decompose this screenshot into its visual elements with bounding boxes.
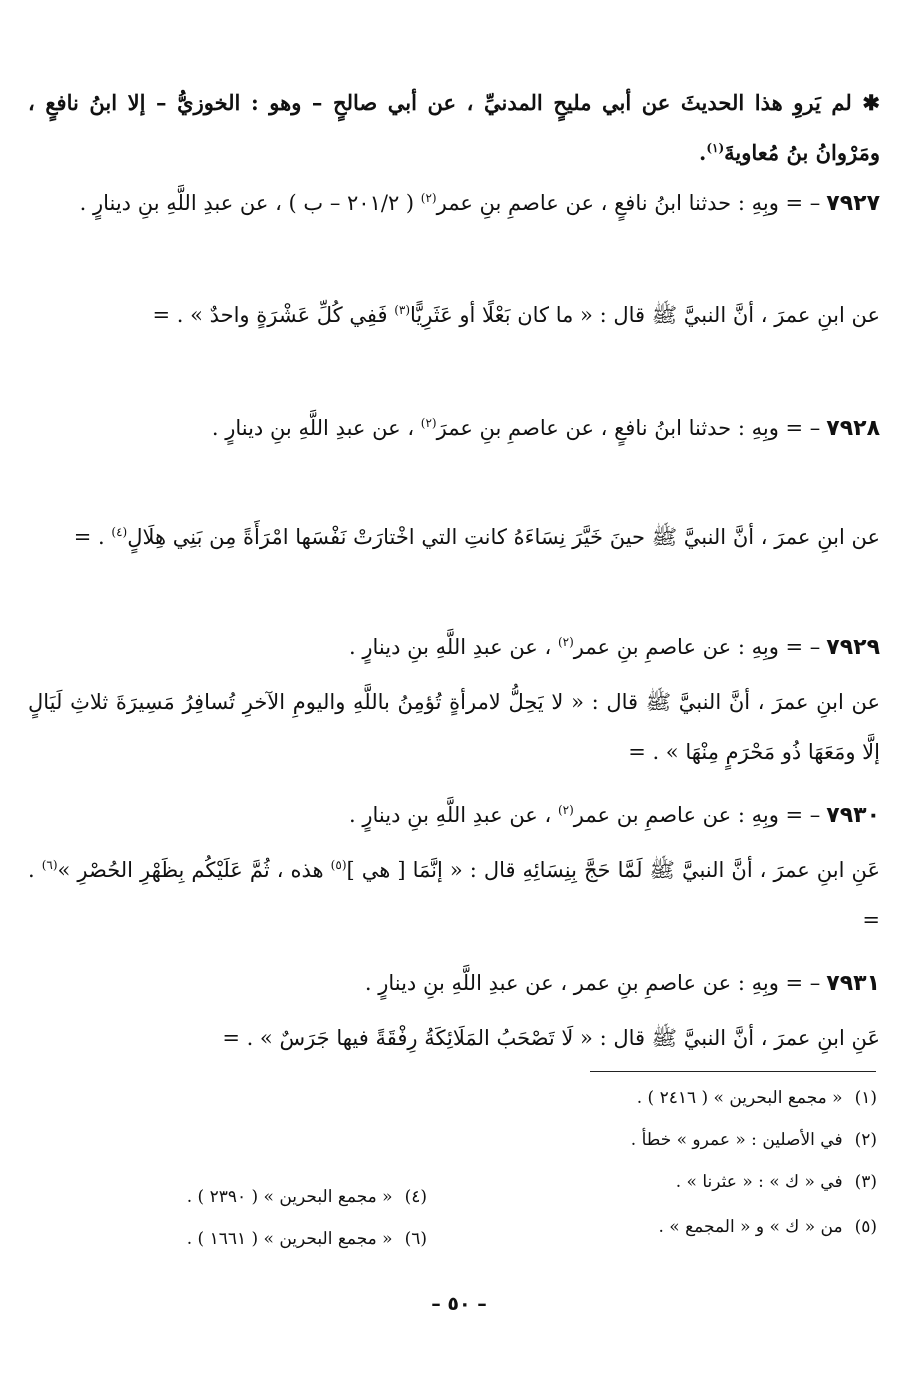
- intro-paragraph: ✱ لم يَروِ هذا الحديثَ عن أبي مليحٍ المدنيِّ ، عن أبي صالحٍ – وهو : الخوزيُّ – إلا ابنُ نافعٍ ، ومَرْوانُ بنُ مُعاويةَ$^{(١)}$.: [28, 90, 880, 165]
- footnote-separator: [590, 1071, 876, 1072]
- matn-text: هذه ، ثُمَّ عَلَيْكُم بِظَهْرِ الحُصْرِ »: [57, 858, 331, 882]
- matn-text: عَنِ ابنِ عمرَ ، أنَّ النبيَّ ﷺ لَمَّا حَجَّ بِنِسَائِهِ قال : « إنَّمَا [ هي ]: [346, 858, 881, 882]
- footnote-text: « مجمع البحرين » ( ٢٤١٦ ) .: [636, 1088, 843, 1108]
- footnote-ref: (٢): [420, 416, 437, 430]
- footnote-ref: (٦): [41, 858, 58, 872]
- footnote-number: (١): [854, 1088, 877, 1108]
- footnote-ref: (٥): [330, 858, 347, 872]
- hadith-number: ٧٩٢٨: [826, 416, 880, 441]
- hadith-matn: [28, 677, 880, 777]
- hadith-matn: [28, 512, 880, 562]
- isnad-text: – = وبِهِ : عن عاصمِ بنِ عمر ، عن عبدِ اللَّهِ بنِ دينارٍ .: [364, 971, 821, 995]
- isnad-text: – = وبِهِ : حدثنا ابنُ نافعٍ ، عن عاصمِ بنِ عمر: [436, 191, 821, 215]
- isnad-text: – = وبِهِ : حدثنا ابنُ نافعٍ ، عن عاصمِ بنِ عمرَ: [436, 416, 821, 440]
- matn-text: . =: [73, 525, 112, 549]
- footnote: [187, 1222, 427, 1256]
- hadith-number: ٧٩٢٩: [826, 635, 880, 660]
- footnote-text: « مجمع البحرين » ( ١٦٦١ ) .: [186, 1229, 393, 1249]
- footnote-text: في الأصلين : « عمرو » خطأ .: [630, 1130, 843, 1150]
- hadith-matn: [28, 290, 880, 340]
- matn-text: فَفِي كُلِّ عَشْرَةٍ واحدٌ » . =: [152, 303, 395, 327]
- matn-text: عن ابنِ عمرَ ، أنَّ النبيَّ ﷺ قال : « لا يَحِلُّ لامرأةٍ تُؤمِنُ باللَّهِ واليومِ الآخرِ تُسافِرُ مَسِيرَةَ ثلاثِ لَيَالٍ إلَّا ومَعَهَا ذُو مَحْرَمٍ مِنْهَا » . =: [28, 690, 880, 764]
- footnote-ref: (٢): [420, 191, 437, 205]
- footnote-text: من « ك » و « المجمع » .: [658, 1217, 843, 1237]
- footnote-text: في « ك » : « عثرنا » .: [675, 1172, 843, 1192]
- footnote: [631, 1123, 877, 1157]
- isnad-text: ( ٢٠١/٢ – ب ) ، عن عبدِ اللَّهِ بنِ دينارٍ .: [79, 191, 421, 215]
- footnote-ref: (٣): [394, 303, 411, 317]
- matn-text: . =: [28, 858, 880, 932]
- hadith-isnad: [28, 958, 880, 1009]
- isnad-text: – = وبِهِ : عن عاصمِ بنِ عمر: [573, 635, 821, 659]
- hadith-matn: [28, 845, 880, 945]
- isnad-text: ، عن عبدِ اللَّهِ بنِ دينارٍ .: [349, 803, 558, 827]
- hadith-number: ٧٩٢٧: [826, 191, 880, 216]
- matn-text: عن ابنِ عمرَ ، أنَّ النبيَّ ﷺ حينَ خَيَّرَ نِسَاءَهُ كانتِ التي اخْتارَتْ نَفْسَها امْرَأَةً مِن بَنِي هِلَالٍ: [127, 525, 880, 549]
- isnad-text: ، عن عبدِ اللَّهِ بنِ دينارٍ .: [349, 635, 558, 659]
- footnote-ref: (١): [706, 141, 725, 155]
- matn-text: عَنِ ابنِ عمرَ ، أنَّ النبيَّ ﷺ قال : « لَا تَصْحَبُ المَلَائِكَةُ رِفْقَةً فيها جَرَسٌ » . =: [222, 1026, 880, 1050]
- isnad-text: – = وبِهِ : عن عاصمِ بن عمر: [573, 803, 821, 827]
- hadith-isnad: [28, 178, 880, 229]
- footnote-text: « مجمع البحرين » ( ٢٣٩٠ ) .: [186, 1187, 393, 1207]
- footnote-number: (٣): [854, 1172, 877, 1192]
- footnote-number: (٤): [404, 1187, 427, 1207]
- hadith-isnad: [28, 622, 880, 673]
- matn-text: عن ابنِ عمرَ ، أنَّ النبيَّ ﷺ قال : « ما كان بَعْلًا أو عَثَرِيًّا: [410, 303, 880, 327]
- footnote: [637, 1081, 877, 1115]
- footnote-ref: (٢): [557, 803, 574, 817]
- footnote-ref: (٤): [111, 525, 128, 539]
- footnote-number: (٦): [404, 1229, 427, 1249]
- hadith-number: ٧٩٣١: [826, 971, 880, 996]
- footnote-ref: (٢): [557, 635, 574, 649]
- footnote: [658, 1210, 877, 1244]
- footnote: [676, 1165, 877, 1199]
- intro-text: ✱ لم يَروِ هذا الحديثَ عن أبي مليحٍ المدنيِّ ، عن أبي صالحٍ – وهو : الخوزيُّ – إلا ابنُ نافعٍ ، ومَرْوانُ بنُ مُعاويةَ: [28, 90, 880, 165]
- isnad-text: ، عن عبدِ اللَّهِ بنِ دينارٍ .: [211, 416, 421, 440]
- hadith-matn: [28, 1013, 880, 1063]
- page-number: – ٥٠ –: [431, 1293, 487, 1315]
- footnote: [187, 1180, 427, 1214]
- footnote-number: (٥): [854, 1217, 877, 1237]
- hadith-isnad: [28, 403, 880, 454]
- hadith-number: ٧٩٣٠: [826, 803, 880, 828]
- footnote-number: (٢): [854, 1130, 877, 1150]
- hadith-isnad: [28, 790, 880, 841]
